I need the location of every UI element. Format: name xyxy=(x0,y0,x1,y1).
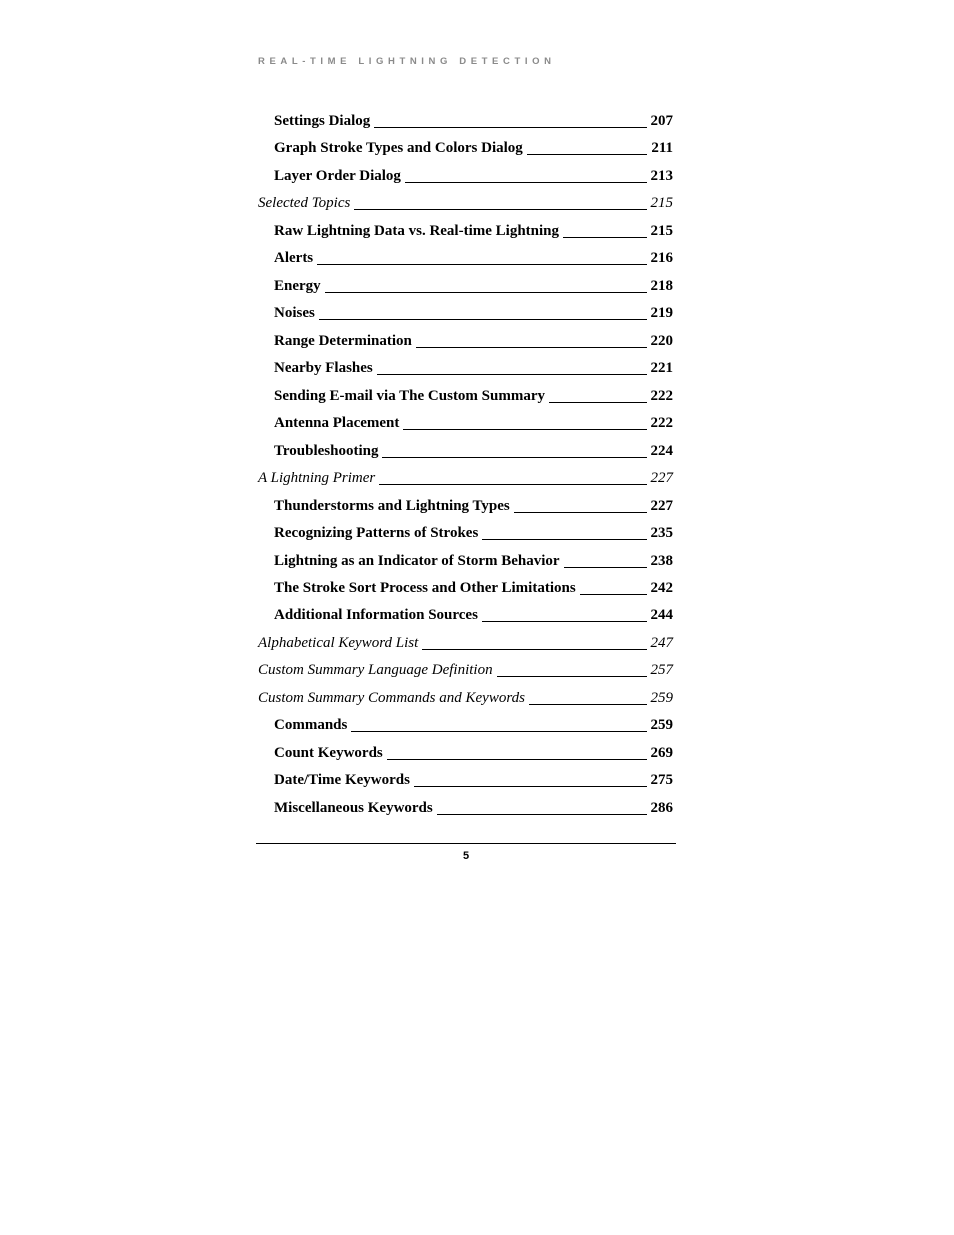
toc-leader-line xyxy=(379,484,647,485)
toc-entry-page: 286 xyxy=(650,799,673,816)
toc-entry[interactable] xyxy=(258,441,673,468)
toc-entry[interactable] xyxy=(258,578,673,605)
toc-leader-line xyxy=(563,237,647,238)
toc-entry-page: 247 xyxy=(650,634,673,651)
toc-leader-line xyxy=(405,182,647,183)
toc-entry-page: 244 xyxy=(650,607,673,624)
toc-section-entry[interactable] xyxy=(258,633,673,660)
toc-leader-line xyxy=(414,786,647,787)
toc-entry[interactable] xyxy=(258,248,673,275)
toc-entry[interactable] xyxy=(258,551,673,578)
toc-leader-line xyxy=(527,154,647,155)
toc-entry-title: Thunderstorms and Lightning Types xyxy=(274,497,510,514)
toc-entry-page: 219 xyxy=(650,305,673,322)
toc-section-entry[interactable] xyxy=(258,688,673,715)
toc-entry[interactable] xyxy=(258,303,673,330)
toc-entry-page: 224 xyxy=(650,442,673,459)
toc-entry-page: 259 xyxy=(650,689,673,706)
toc-entry[interactable] xyxy=(258,138,673,165)
toc-leader-line xyxy=(387,759,647,760)
toc-entry-title: A Lightning Primer xyxy=(258,470,376,487)
toc-entry[interactable] xyxy=(258,523,673,550)
toc-leader-line xyxy=(549,402,647,403)
toc-entry-page: 215 xyxy=(650,195,673,212)
toc-entry-page: 216 xyxy=(650,250,673,267)
toc-entry-title: Selected Topics xyxy=(258,195,351,212)
toc-leader-line xyxy=(514,512,647,513)
toc-entry-title: Raw Lightning Data vs. Real-time Lightning xyxy=(274,222,560,239)
toc-entry-title: Antenna Placement xyxy=(274,415,400,432)
toc-entry-title: Layer Order Dialog xyxy=(274,167,401,184)
toc-leader-line xyxy=(317,264,647,265)
toc-entry-page: 215 xyxy=(650,222,673,239)
toc-leader-line xyxy=(354,209,647,210)
toc-entry-title: Additional Information Sources xyxy=(274,607,478,624)
toc-entry-title: Custom Summary Language Definition xyxy=(258,662,493,679)
toc-leader-line xyxy=(497,676,647,677)
toc-entry[interactable] xyxy=(258,386,673,413)
toc-leader-line xyxy=(374,127,647,128)
toc-leader-line xyxy=(416,347,647,348)
toc-entry[interactable] xyxy=(258,770,673,797)
toc-entry[interactable] xyxy=(258,276,673,303)
toc-entry-title: Alphabetical Keyword List xyxy=(258,634,419,651)
toc-entry[interactable] xyxy=(258,715,673,742)
toc-entry[interactable] xyxy=(258,413,673,440)
toc-leader-line xyxy=(403,429,647,430)
toc-entry-title: Recognizing Patterns of Strokes xyxy=(274,525,479,542)
toc-entry-page: 235 xyxy=(650,525,673,542)
toc-entry[interactable] xyxy=(258,496,673,523)
toc-leader-line xyxy=(422,649,647,650)
toc-entry-title: Range Determination xyxy=(274,332,412,349)
toc-entry-page: 222 xyxy=(650,387,673,404)
toc-entry[interactable] xyxy=(258,166,673,193)
toc-entry-page: 222 xyxy=(650,415,673,432)
toc-section-entry[interactable] xyxy=(258,468,673,495)
toc-entry-page: 221 xyxy=(650,360,673,377)
toc-entry-page: 211 xyxy=(651,140,673,157)
toc-entry[interactable] xyxy=(258,743,673,770)
toc-entry[interactable] xyxy=(258,221,673,248)
footer-rule xyxy=(256,843,676,844)
toc-section-entry[interactable] xyxy=(258,660,673,687)
toc-entry-title: Date/Time Keywords xyxy=(274,772,410,789)
toc-entry-title: Alerts xyxy=(274,250,314,267)
toc-entry-page: 213 xyxy=(650,167,673,184)
toc-entry-title: Nearby Flashes xyxy=(274,360,373,377)
toc-entry[interactable] xyxy=(258,358,673,385)
toc-entry-page: 238 xyxy=(650,552,673,569)
page-number: 5 xyxy=(462,850,470,862)
toc-entry-page: 259 xyxy=(650,717,673,734)
toc-entry-page: 220 xyxy=(650,332,673,349)
toc-entry-title: The Stroke Sort Process and Other Limitations xyxy=(274,579,576,596)
toc-entry-title: Graph Stroke Types and Colors Dialog xyxy=(274,140,523,157)
toc-entry-title: Energy xyxy=(274,277,321,294)
toc-section-entry[interactable] xyxy=(258,193,673,220)
toc-entry-page: 275 xyxy=(650,772,673,789)
toc-leader-line xyxy=(564,567,647,568)
toc-entry[interactable] xyxy=(258,111,673,138)
toc-entry-title: Miscellaneous Keywords xyxy=(274,799,433,816)
toc-entry-title: Commands xyxy=(274,717,348,734)
toc-entry-page: 269 xyxy=(650,744,673,761)
table-of-contents xyxy=(258,111,673,825)
toc-entry-page: 218 xyxy=(650,277,673,294)
toc-entry-page: 207 xyxy=(650,113,673,129)
toc-leader-line xyxy=(529,704,647,705)
toc-entry-title: Custom Summary Commands and Keywords xyxy=(258,689,525,706)
toc-entry-page: 242 xyxy=(650,579,673,596)
toc-leader-line xyxy=(351,731,647,732)
toc-leader-line xyxy=(482,621,647,622)
toc-leader-line xyxy=(580,594,647,595)
toc-leader-line xyxy=(382,457,647,458)
running-header: REAL-TIME LIGHTNING DETECTION xyxy=(258,56,556,67)
toc-entry[interactable] xyxy=(258,798,673,825)
toc-entry-title: Lightning as an Indicator of Storm Behavior xyxy=(274,552,560,569)
toc-entry-page: 227 xyxy=(650,497,673,514)
toc-entry-title: Noises xyxy=(274,305,315,322)
toc-entry-page: 257 xyxy=(650,662,673,679)
toc-entry-page: 227 xyxy=(650,470,673,487)
toc-leader-line xyxy=(325,292,647,293)
toc-leader-line xyxy=(437,814,647,815)
toc-entry-title: Count Keywords xyxy=(274,744,383,761)
toc-entry-title: Settings Dialog xyxy=(274,113,371,129)
toc-entry[interactable] xyxy=(258,331,673,358)
toc-entry[interactable] xyxy=(258,605,673,632)
toc-entry-title: Troubleshooting xyxy=(274,442,379,459)
toc-entry-title: Sending E-mail via The Custom Summary xyxy=(274,387,546,404)
toc-leader-line xyxy=(319,319,647,320)
toc-leader-line xyxy=(482,539,647,540)
toc-leader-line xyxy=(377,374,647,375)
